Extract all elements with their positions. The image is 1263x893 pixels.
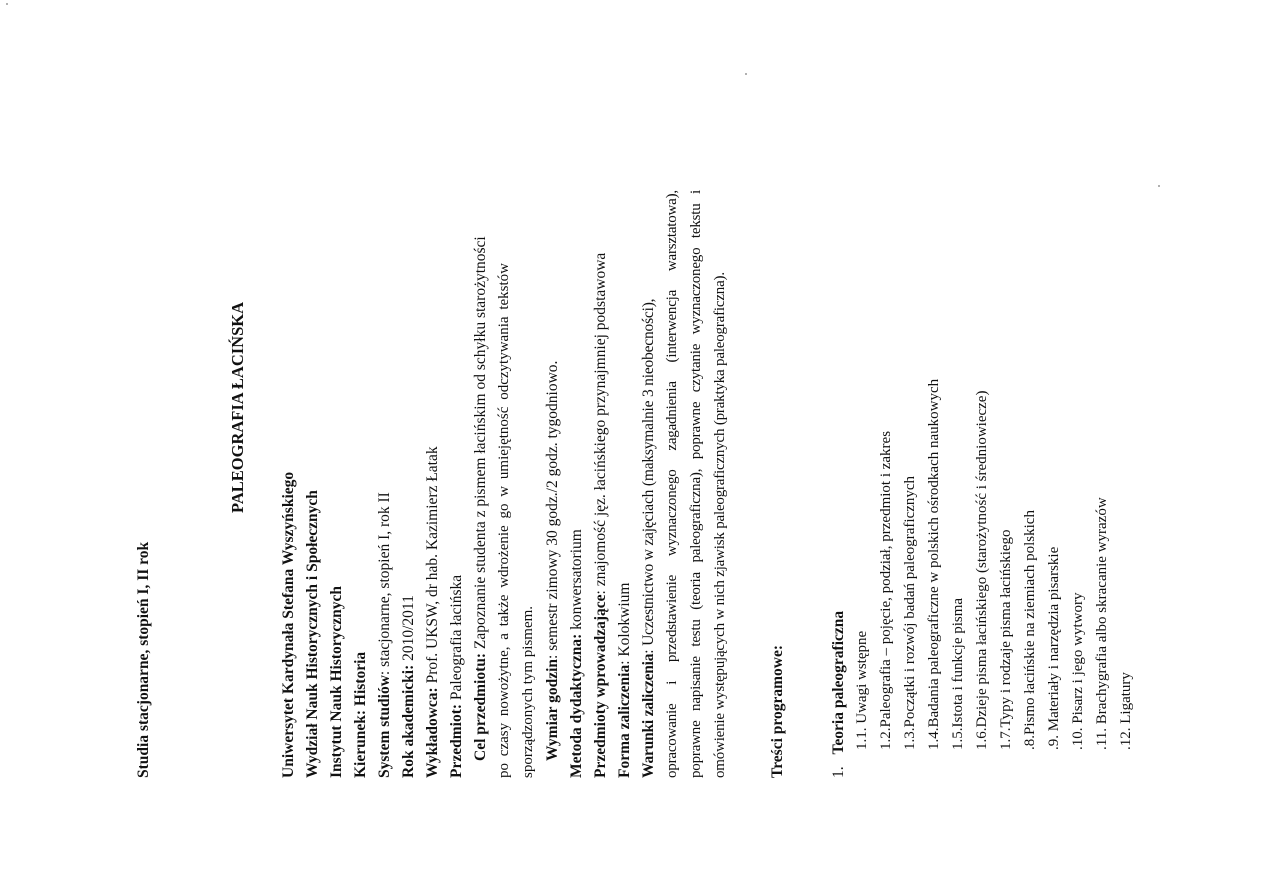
field-wykladowca [424, 446, 442, 778]
warunki-value-line3: poprawne napisanie testu (teoria paleograficzna), poprawne czytanie wyznaczonego tekstu i [688, 190, 704, 778]
cel-label: Cel przedmiotu: [472, 652, 489, 761]
przedmiot-label: Przedmiot: [448, 703, 465, 778]
document-title: PALEOGRAFIA ŁACIŃSKA [228, 301, 247, 513]
rok-label: Rok akademicki: [400, 664, 417, 778]
field-wymiar [544, 361, 562, 761]
przedmioty-value: : znajomość jęz. łacińskiego przynajmniej podstawowa [592, 252, 609, 595]
wykladowca-value: Prof. UKSW, dr hab. Kazimierz Łatak [424, 446, 441, 688]
toc-item: .11. Brachygrafia albo skracanie wyrazów [1094, 497, 1110, 750]
metoda-label: Metoda dydaktyczna: [568, 633, 585, 778]
metoda-value: konwersatorium [568, 529, 585, 634]
kierunek-label: Kierunek: [352, 709, 369, 778]
field-kierunek [352, 652, 370, 778]
scan-speck [6, 3, 8, 5]
field-przedmiot [448, 575, 466, 778]
wymiar-value: : semestr zimowy 30 godz./2 godz. tygodniowo. [544, 360, 561, 659]
section-1-heading [830, 611, 848, 778]
system-label: System studiów [376, 675, 393, 778]
wymiar-label: Wymiar godzin [544, 658, 561, 761]
warunki-value-line1: : Uczestnictwo w zajęciach (maksymalnie 3 nieobecności), [640, 298, 657, 654]
forma-label: Forma zaliczenia [616, 664, 633, 778]
warunki-value-line4: omówienie występujących w nich zjawisk paleograficznych (praktyka paleograficzna). [712, 272, 728, 778]
field-metoda [568, 529, 586, 778]
institute-line: Instytut Nauk Historycznych [328, 585, 345, 778]
toc-item: 1.4.Badania paleograficzne w polskich ośrodkach naukowych [926, 378, 942, 750]
przedmioty-label: Przedmioty wprowadzające [592, 594, 609, 778]
cel-value-line1: Zapoznanie studenta z pismem łacińskim od schyłku starożytności [472, 236, 489, 653]
wykladowca-label: Wykładowca: [424, 687, 441, 778]
warunki-value-line2: opracowanie i przedstawienie wyznaczonego zagadnienia (interwencja warsztatowa), [664, 190, 680, 778]
header-note: Studia stacjonarne, stopień I, II rok [135, 541, 152, 778]
field-przedmioty-wprowadzajace [592, 253, 610, 778]
scan-speck [745, 73, 747, 75]
field-forma [616, 583, 634, 778]
toc-item: .12. Ligatury [1118, 672, 1134, 750]
field-system [376, 492, 394, 778]
field-rok [400, 595, 418, 778]
toc-item: 1.5.Istota i funkcje pisma [950, 597, 966, 750]
scan-speck [1158, 185, 1160, 187]
kierunek-value: Historia [352, 651, 369, 710]
forma-value: : Kolokwium [616, 582, 633, 665]
system-value: : stacjonarne, stopień I, rok II [376, 492, 393, 676]
faculty-line: Wydział Nauk Historycznych i Społecznych [304, 490, 321, 778]
field-warunki-line1 [640, 299, 658, 778]
tresci-heading: Treści programowe: [769, 644, 786, 778]
toc-item: 1.7.Typy i rodzaje pisma łacińskiego [998, 529, 1014, 750]
toc-item: .10. Pisarz i jego wytwory [1070, 592, 1086, 750]
rok-value: 2010/2011 [400, 595, 417, 665]
warunki-label: Warunki zaliczenia [640, 653, 657, 778]
toc-item: .8.Pismo łacińskie na ziemiach polskich [1022, 510, 1038, 750]
cel-value-line3: sporządzonych tym pismem. [520, 605, 536, 778]
toc-item: 1.1. Uwagi wstępne [854, 630, 870, 750]
toc-item: 1.2.Paleografia – pojęcie, podział, przedmiot i zakres [878, 430, 894, 750]
toc-item: .9. Materiały i narzędzia pisarskie [1046, 546, 1062, 750]
cel-value-line2: po czasy nowożytne, a także wdrożenie go w umiejętność odczytywania tekstów [496, 263, 512, 778]
section-1-number: 1. [830, 766, 847, 778]
toc-item: 1.6.Dzieje pisma łacińskiego (starożytność i średniowiecze) [974, 390, 990, 750]
toc-item: 1.3.Początki i rozwój badań paleograficznych [902, 475, 918, 750]
university-line: Uniwersytet Kardynała Stefana Wyszyńskiego [280, 471, 297, 778]
przedmiot-value: Paleografia łacińska [448, 574, 465, 704]
section-1-title: Teoria paleograficzna [830, 610, 847, 755]
field-cel-line1 [472, 236, 490, 761]
